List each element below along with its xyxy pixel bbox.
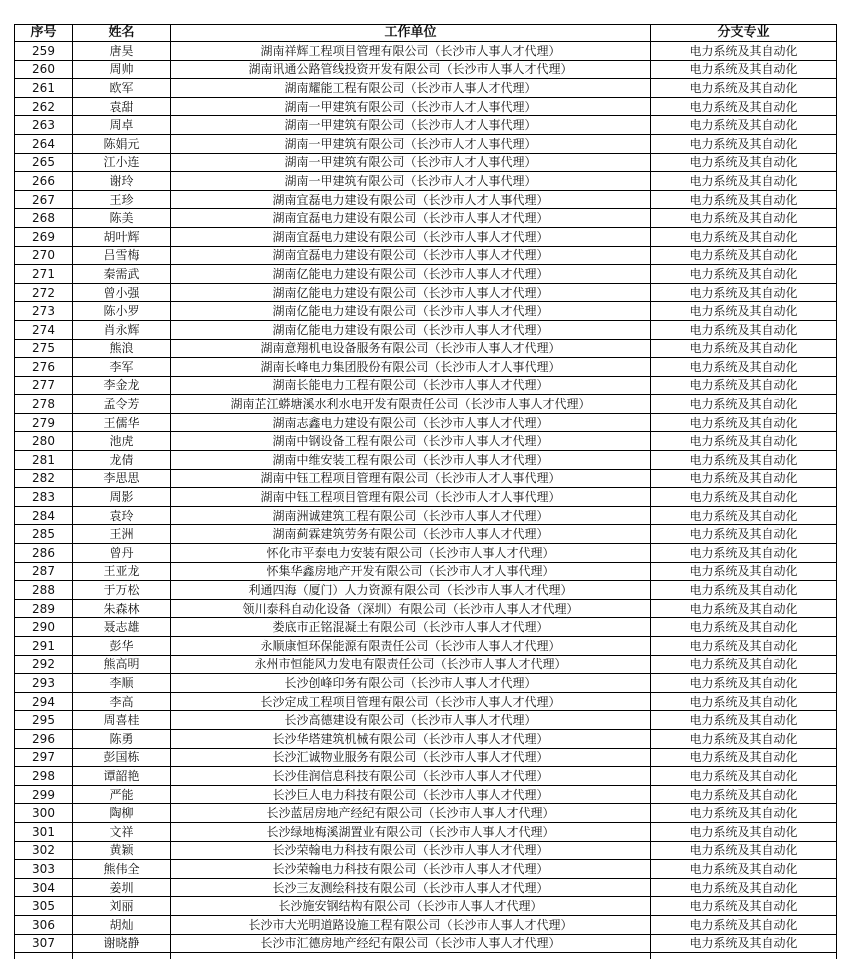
cell-org: 领川泰科自动化设备（深圳）有限公司（长沙市人事人才代理） — [171, 599, 651, 618]
cell-org: 湖南一甲建筑有限公司（长沙市人才人事代理） — [171, 134, 651, 153]
cell-spec: 电力系统及其自动化 — [651, 934, 837, 953]
cell-name: 文祥 — [73, 822, 171, 841]
cell-no: 294 — [15, 692, 73, 711]
table-row — [15, 246, 837, 265]
cell-name: 姜圳 — [73, 878, 171, 897]
cell-org: 长沙定成工程项目管理有限公司（长沙市人事人才代理） — [171, 692, 651, 711]
roster-table — [14, 24, 837, 959]
cell-org: 湖南中维安装工程有限公司（长沙市人事人才代理） — [171, 451, 651, 470]
table-row — [15, 860, 837, 879]
cell-org: 长沙创峰印务有限公司（长沙市人事人才代理） — [171, 674, 651, 693]
cell-spec: 电力系统及其自动化 — [651, 79, 837, 98]
cell-spec: 电力系统及其自动化 — [651, 339, 837, 358]
cell-name: 周卓 — [73, 116, 171, 135]
cell-name: 谭韶艳 — [73, 767, 171, 786]
cell-org: 湖南一甲建筑有限公司（长沙市人才人事代理） — [171, 153, 651, 172]
cell-name: 曾丹 — [73, 544, 171, 563]
cell-org: 长沙巨人电力科技有限公司（长沙市人事人才代理） — [171, 785, 651, 804]
cell-org: 湖南讯通公路管线投资开发有限公司（长沙市人事人才代理） — [171, 60, 651, 79]
cell-no: 296 — [15, 729, 73, 748]
cell-no: 260 — [15, 60, 73, 79]
cell-spec: 电力系统及其自动化 — [651, 376, 837, 395]
cell-name: 陈娟元 — [73, 134, 171, 153]
cell-org: 湖南亿能电力建设有限公司（长沙市人事人才代理） — [171, 320, 651, 339]
cell-org: 怀集华鑫房地产开发有限公司（长沙市人才人事代理） — [171, 562, 651, 581]
table-row — [15, 729, 837, 748]
cell-spec: 电力系统及其自动化 — [651, 618, 837, 637]
cell-spec: 电力系统及其自动化 — [651, 488, 837, 507]
table-row — [15, 822, 837, 841]
table-row — [15, 878, 837, 897]
cell-org: 长沙高德建设有限公司（长沙市人事人才代理） — [171, 711, 651, 730]
cell-no: 291 — [15, 637, 73, 656]
cell-org: 湖南宜磊电力建设有限公司（长沙市人事人才代理） — [171, 209, 651, 228]
cell-spec: 电力系统及其自动化 — [651, 525, 837, 544]
cell-org: 湖南宜磊电力建设有限公司（长沙市人事人才代理） — [171, 246, 651, 265]
header-spec: 分支专业 — [651, 25, 837, 42]
cell-no: 283 — [15, 488, 73, 507]
table-row — [15, 227, 837, 246]
cell-org: 长沙荣翰电力科技有限公司（长沙市人事人才代理） — [171, 860, 651, 879]
table-row — [15, 692, 837, 711]
cell-no: 300 — [15, 804, 73, 823]
table-row — [15, 897, 837, 916]
table-row — [15, 153, 837, 172]
table-row — [15, 134, 837, 153]
cell-name: 池虎 — [73, 432, 171, 451]
cell-org: 湖南祥辉工程项目管理有限公司（长沙市人事人才代理） — [171, 42, 651, 61]
cell-spec: 电力系统及其自动化 — [651, 395, 837, 414]
cell-org: 长沙汇诚物业服务有限公司（长沙市人事人才代理） — [171, 748, 651, 767]
table-row — [15, 97, 837, 116]
cell-name: 于万松 — [73, 581, 171, 600]
cell-name: 陶柳 — [73, 804, 171, 823]
cell-no: 287 — [15, 562, 73, 581]
cell-name: 周帅 — [73, 60, 171, 79]
cell-no: 306 — [15, 915, 73, 934]
cell-org: 长沙施安钢结构有限公司（长沙市人事人才代理） — [171, 897, 651, 916]
cell-name: 孟令芳 — [73, 395, 171, 414]
cell-spec: 电力系统及其自动化 — [651, 506, 837, 525]
cell-name: 谢晓静 — [73, 934, 171, 953]
cell-name: 胡灿 — [73, 915, 171, 934]
table-row — [15, 339, 837, 358]
cell-cutoff — [73, 953, 171, 959]
table-row — [15, 209, 837, 228]
cell-no: 263 — [15, 116, 73, 135]
cell-spec: 电力系统及其自动化 — [651, 915, 837, 934]
cell-spec: 电力系统及其自动化 — [651, 451, 837, 470]
cell-name: 王珍 — [73, 190, 171, 209]
cell-name: 严能 — [73, 785, 171, 804]
cell-org: 长沙蓝居房地产经纪有限公司（长沙市人事人才代理） — [171, 804, 651, 823]
cell-org: 湖南一甲建筑有限公司（长沙市人才人事代理） — [171, 97, 651, 116]
cell-name: 谢玲 — [73, 172, 171, 191]
cell-name: 周影 — [73, 488, 171, 507]
cell-name: 曾小强 — [73, 283, 171, 302]
cell-no: 276 — [15, 358, 73, 377]
cell-cutoff — [171, 953, 651, 959]
cell-spec: 电力系统及其自动化 — [651, 413, 837, 432]
cell-name: 唐昊 — [73, 42, 171, 61]
cell-spec: 电力系统及其自动化 — [651, 153, 837, 172]
cell-cutoff — [15, 953, 73, 959]
cell-no: 284 — [15, 506, 73, 525]
cell-no: 274 — [15, 320, 73, 339]
cell-org: 怀化市平泰电力安装有限公司（长沙市人事人才代理） — [171, 544, 651, 563]
table-row — [15, 320, 837, 339]
cell-name: 熊伟全 — [73, 860, 171, 879]
cell-spec: 电力系统及其自动化 — [651, 190, 837, 209]
table-row — [15, 376, 837, 395]
cell-spec: 电力系统及其自动化 — [651, 544, 837, 563]
cell-spec: 电力系统及其自动化 — [651, 320, 837, 339]
cell-spec: 电力系统及其自动化 — [651, 581, 837, 600]
cell-no: 293 — [15, 674, 73, 693]
cell-name: 熊浪 — [73, 339, 171, 358]
table-row — [15, 116, 837, 135]
cell-spec: 电力系统及其自动化 — [651, 860, 837, 879]
cell-name: 王亚龙 — [73, 562, 171, 581]
cell-no: 262 — [15, 97, 73, 116]
cell-no: 289 — [15, 599, 73, 618]
cell-org: 永州市恒能风力发电有限责任公司（长沙市人事人才代理） — [171, 655, 651, 674]
cell-org: 长沙三友测绘科技有限公司（长沙市人事人才代理） — [171, 878, 651, 897]
cell-org: 长沙绿地梅溪湖置业有限公司（长沙市人事人才代理） — [171, 822, 651, 841]
cell-name: 聂志雄 — [73, 618, 171, 637]
cell-spec: 电力系统及其自动化 — [651, 562, 837, 581]
cell-no: 266 — [15, 172, 73, 191]
cell-no: 280 — [15, 432, 73, 451]
cell-no: 275 — [15, 339, 73, 358]
cell-no: 301 — [15, 822, 73, 841]
cell-name: 彭国栋 — [73, 748, 171, 767]
cell-spec: 电力系统及其自动化 — [651, 209, 837, 228]
table-row — [15, 432, 837, 451]
cell-org: 湖南志鑫电力建设有限公司（长沙市人事人才代理） — [171, 413, 651, 432]
cell-no: 273 — [15, 302, 73, 321]
table-row — [15, 42, 837, 61]
cell-name: 李金龙 — [73, 376, 171, 395]
cell-name: 彭华 — [73, 637, 171, 656]
table-row — [15, 79, 837, 98]
cell-name: 熊高明 — [73, 655, 171, 674]
cell-no: 303 — [15, 860, 73, 879]
cell-org: 湖南蓟霖建筑劳务有限公司（长沙市人事人才代理） — [171, 525, 651, 544]
cell-org: 湖南长能电力工程有限公司（长沙市人事人才代理） — [171, 376, 651, 395]
cell-name: 秦需武 — [73, 265, 171, 284]
cell-no: 277 — [15, 376, 73, 395]
table-row — [15, 711, 837, 730]
header-org: 工作单位 — [171, 25, 651, 42]
table-row — [15, 562, 837, 581]
cell-name: 李高 — [73, 692, 171, 711]
cell-spec: 电力系统及其自动化 — [651, 692, 837, 711]
cell-no: 285 — [15, 525, 73, 544]
cell-no: 292 — [15, 655, 73, 674]
cell-spec: 电力系统及其自动化 — [651, 246, 837, 265]
cell-spec: 电力系统及其自动化 — [651, 60, 837, 79]
table-row — [15, 283, 837, 302]
table-row — [15, 934, 837, 953]
table-row — [15, 599, 837, 618]
cell-spec: 电力系统及其自动化 — [651, 302, 837, 321]
cell-no: 271 — [15, 265, 73, 284]
roster-sheet — [14, 24, 836, 959]
cell-no: 265 — [15, 153, 73, 172]
cell-name: 陈小罗 — [73, 302, 171, 321]
table-row — [15, 785, 837, 804]
cell-org: 长沙华塔建筑机械有限公司（长沙市人事人才代理） — [171, 729, 651, 748]
cell-org: 永顺康恒环保能源有限责任公司（长沙市人事人才代理） — [171, 637, 651, 656]
cell-spec: 电力系统及其自动化 — [651, 841, 837, 860]
cell-spec: 电力系统及其自动化 — [651, 134, 837, 153]
cell-name: 朱森林 — [73, 599, 171, 618]
cell-org: 长沙荣翰电力科技有限公司（长沙市人事人才代理） — [171, 841, 651, 860]
cell-org: 湖南中钢设备工程有限公司（长沙市人事人才代理） — [171, 432, 651, 451]
table-row — [15, 525, 837, 544]
cell-no: 295 — [15, 711, 73, 730]
cell-spec: 电力系统及其自动化 — [651, 785, 837, 804]
cell-no: 267 — [15, 190, 73, 209]
table-row — [15, 395, 837, 414]
cell-name: 袁甜 — [73, 97, 171, 116]
cell-no: 304 — [15, 878, 73, 897]
table-row — [15, 915, 837, 934]
table-row — [15, 544, 837, 563]
cell-spec: 电力系统及其自动化 — [651, 227, 837, 246]
cell-org: 长沙佳润信息科技有限公司（长沙市人事人才代理） — [171, 767, 651, 786]
cell-no: 272 — [15, 283, 73, 302]
cell-no: 278 — [15, 395, 73, 414]
cell-name: 李军 — [73, 358, 171, 377]
cell-no: 297 — [15, 748, 73, 767]
table-row — [15, 655, 837, 674]
cell-name: 袁玲 — [73, 506, 171, 525]
table-row — [15, 506, 837, 525]
cell-name: 欧军 — [73, 79, 171, 98]
cell-org: 湖南宜磊电力建设有限公司（长沙市人才人事代理） — [171, 190, 651, 209]
cell-org: 湖南意翔机电设备服务有限公司（长沙市人事人才代理） — [171, 339, 651, 358]
cell-spec: 电力系统及其自动化 — [651, 674, 837, 693]
cell-no: 307 — [15, 934, 73, 953]
table-row — [15, 488, 837, 507]
cell-spec: 电力系统及其自动化 — [651, 469, 837, 488]
cell-cutoff — [651, 953, 837, 959]
cell-spec: 电力系统及其自动化 — [651, 655, 837, 674]
table-row — [15, 469, 837, 488]
cell-spec: 电力系统及其自动化 — [651, 283, 837, 302]
cell-spec: 电力系统及其自动化 — [651, 822, 837, 841]
cell-no: 290 — [15, 618, 73, 637]
table-row — [15, 172, 837, 191]
cell-name: 王儒华 — [73, 413, 171, 432]
cell-org: 湖南亿能电力建设有限公司（长沙市人事人才代理） — [171, 283, 651, 302]
cell-org: 长沙市大光明道路设施工程有限公司（长沙市人事人才代理） — [171, 915, 651, 934]
table-row — [15, 302, 837, 321]
table-row — [15, 767, 837, 786]
cell-spec: 电力系统及其自动化 — [651, 748, 837, 767]
cell-name: 龙倩 — [73, 451, 171, 470]
cell-spec: 电力系统及其自动化 — [651, 599, 837, 618]
table-row-cutoff — [15, 953, 837, 959]
cell-no: 299 — [15, 785, 73, 804]
cell-org: 湖南亿能电力建设有限公司（长沙市人事人才代理） — [171, 302, 651, 321]
cell-org: 湖南宜磊电力建设有限公司（长沙市人事人才代理） — [171, 227, 651, 246]
cell-no: 298 — [15, 767, 73, 786]
cell-org: 湖南一甲建筑有限公司（长沙市人才人事代理） — [171, 172, 651, 191]
cell-spec: 电力系统及其自动化 — [651, 711, 837, 730]
cell-no: 270 — [15, 246, 73, 265]
table-row — [15, 265, 837, 284]
cell-org: 湖南亿能电力建设有限公司（长沙市人事人才代理） — [171, 265, 651, 284]
cell-name: 胡叶辉 — [73, 227, 171, 246]
table-row — [15, 637, 837, 656]
cell-spec: 电力系统及其自动化 — [651, 265, 837, 284]
cell-no: 269 — [15, 227, 73, 246]
cell-no: 288 — [15, 581, 73, 600]
cell-org: 湖南中钰工程项目管理有限公司（长沙市人才人事代理） — [171, 488, 651, 507]
cell-no: 286 — [15, 544, 73, 563]
table-row — [15, 804, 837, 823]
header-no: 序号 — [15, 25, 73, 42]
cell-org: 利通四海（厦门）人力资源有限公司（长沙市人事人才代理） — [171, 581, 651, 600]
table-row — [15, 841, 837, 860]
cell-spec: 电力系统及其自动化 — [651, 172, 837, 191]
cell-spec: 电力系统及其自动化 — [651, 804, 837, 823]
cell-spec: 电力系统及其自动化 — [651, 767, 837, 786]
header-row — [15, 25, 837, 42]
table-row — [15, 748, 837, 767]
cell-org: 娄底市正铭混凝土有限公司（长沙市人事人才代理） — [171, 618, 651, 637]
cell-name: 江小连 — [73, 153, 171, 172]
cell-org: 湖南中钰工程项目管理有限公司（长沙市人才人事代理） — [171, 469, 651, 488]
table-row — [15, 60, 837, 79]
cell-spec: 电力系统及其自动化 — [651, 116, 837, 135]
cell-spec: 电力系统及其自动化 — [651, 729, 837, 748]
cell-spec: 电力系统及其自动化 — [651, 878, 837, 897]
cell-spec: 电力系统及其自动化 — [651, 897, 837, 916]
cell-name: 李顺 — [73, 674, 171, 693]
cell-name: 李思思 — [73, 469, 171, 488]
cell-no: 305 — [15, 897, 73, 916]
table-body — [15, 42, 837, 959]
table-row — [15, 618, 837, 637]
table-row — [15, 358, 837, 377]
cell-org: 湖南耀能工程有限公司（长沙市人事人才代理） — [171, 79, 651, 98]
cell-no: 282 — [15, 469, 73, 488]
cell-org: 湖南一甲建筑有限公司（长沙市人才人事代理） — [171, 116, 651, 135]
cell-name: 吕雪梅 — [73, 246, 171, 265]
cell-no: 261 — [15, 79, 73, 98]
cell-name: 肖永辉 — [73, 320, 171, 339]
cell-spec: 电力系统及其自动化 — [651, 358, 837, 377]
cell-no: 264 — [15, 134, 73, 153]
cell-org: 湖南长峰电力集团股份有限公司（长沙市人才人事代理） — [171, 358, 651, 377]
cell-no: 279 — [15, 413, 73, 432]
cell-no: 268 — [15, 209, 73, 228]
cell-org: 湖南芷江蟒塘溪水利水电开发有限责任公司（长沙市人事人才代理） — [171, 395, 651, 414]
cell-no: 259 — [15, 42, 73, 61]
cell-spec: 电力系统及其自动化 — [651, 637, 837, 656]
cell-spec: 电力系统及其自动化 — [651, 432, 837, 451]
cell-name: 周喜桂 — [73, 711, 171, 730]
table-row — [15, 413, 837, 432]
cell-name: 黄颖 — [73, 841, 171, 860]
cell-no: 302 — [15, 841, 73, 860]
cell-name: 陈美 — [73, 209, 171, 228]
header-name: 姓名 — [73, 25, 171, 42]
table-row — [15, 451, 837, 470]
cell-name: 王洲 — [73, 525, 171, 544]
table-row — [15, 581, 837, 600]
cell-name: 陈勇 — [73, 729, 171, 748]
cell-org: 湖南洲诚建筑工程有限公司（长沙市人事人才代理） — [171, 506, 651, 525]
cell-spec: 电力系统及其自动化 — [651, 97, 837, 116]
cell-spec: 电力系统及其自动化 — [651, 42, 837, 61]
table-row — [15, 674, 837, 693]
cell-org: 长沙市汇德房地产经纪有限公司（长沙市人事人才代理） — [171, 934, 651, 953]
table-row — [15, 190, 837, 209]
cell-no: 281 — [15, 451, 73, 470]
cell-name: 刘丽 — [73, 897, 171, 916]
